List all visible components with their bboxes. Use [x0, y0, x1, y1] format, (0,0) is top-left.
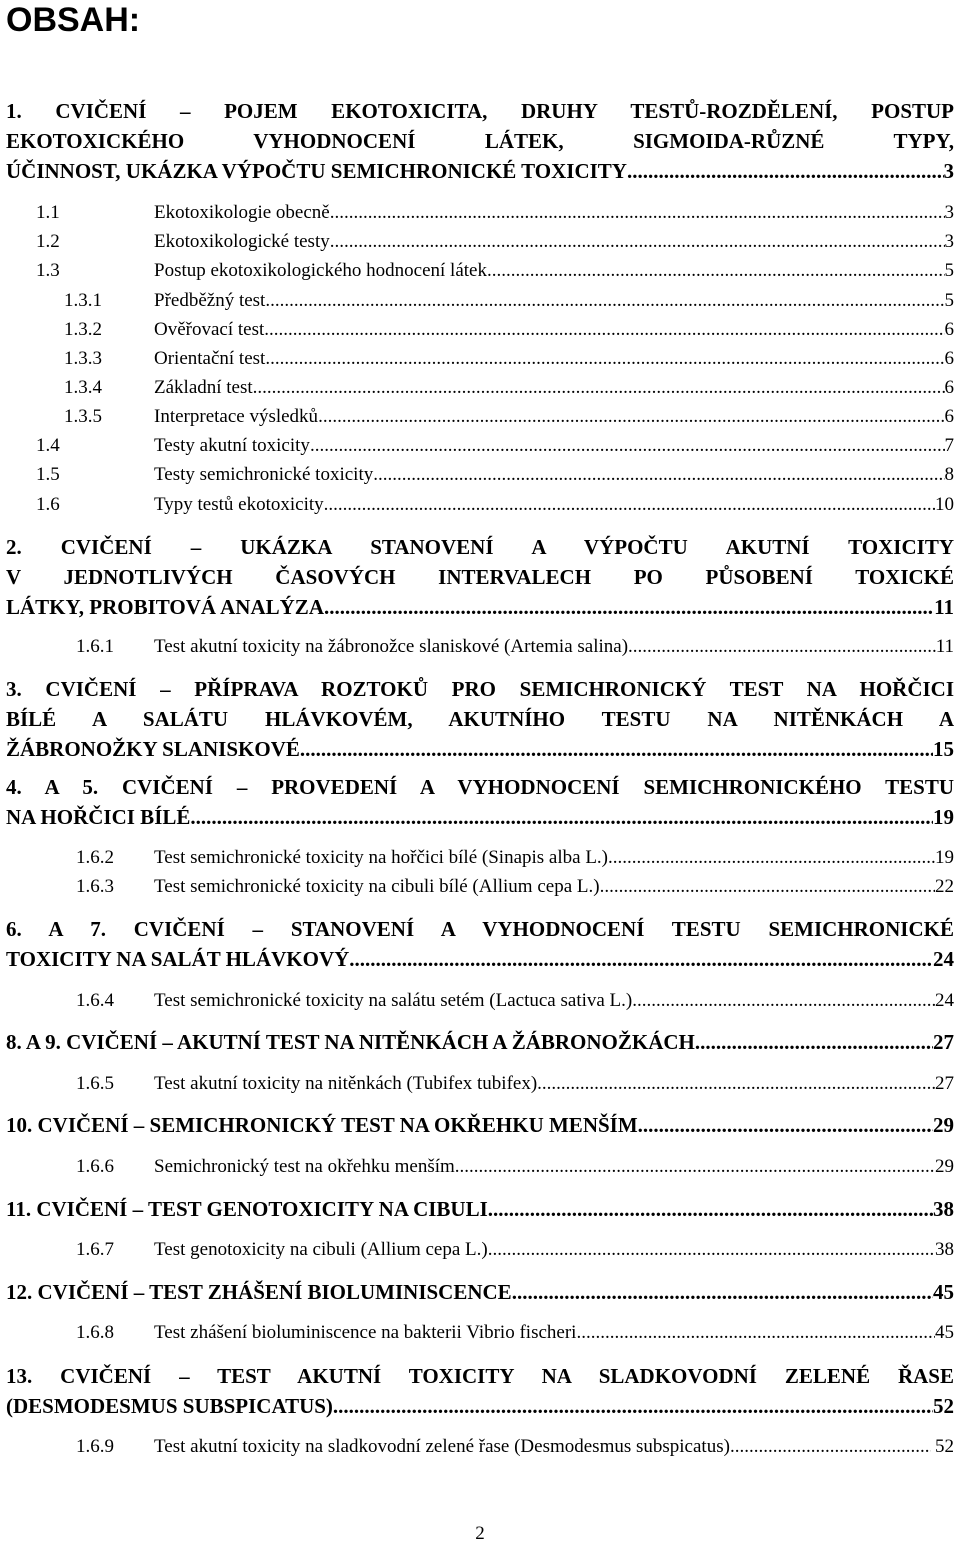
toc-entry-title: Test semichronické toxicity na salátu setém (Lactuca sativa L.) [154, 990, 633, 1011]
toc-entry-title: Orientační test [154, 348, 266, 369]
toc-chapter-title: (DESMODESMUS SUBSPICATUS) [6, 1394, 333, 1418]
toc-entry-1-3-1[interactable] [64, 288, 954, 314]
toc-leader-dots [373, 462, 944, 488]
toc-entry-title: Ekotoxikologické testy [154, 231, 330, 252]
toc-chapter-title: NA HOŘČICI BÍLÉ [6, 805, 191, 829]
toc-entry-number: 1.3.4 [64, 377, 102, 398]
toc-chapter-11[interactable] [6, 1194, 954, 1224]
toc-page-number: 22 [935, 876, 954, 897]
toc-entry-title: Test akutní toxicity na sladkovodní zelené řase (Desmodesmus subspicatus) [154, 1436, 730, 1457]
toc-leader-dots [349, 944, 933, 974]
toc-leader-dots [318, 404, 944, 430]
toc-chapter-title: LÁTKY, PROBITOVÁ ANALÝZA [6, 595, 324, 619]
toc-page-number: 29 [935, 1156, 954, 1177]
toc-chapter-12[interactable] [6, 1277, 954, 1307]
toc-entry-title: Test genotoxicity na cibuli (Allium cepa L.) [154, 1239, 488, 1260]
toc-leader-dots [324, 592, 934, 622]
toc-leader-dots [265, 346, 944, 372]
toc-page-number: 11 [935, 636, 954, 657]
toc-entry-1-3-4[interactable] [64, 375, 954, 401]
toc-leader-dots [190, 802, 933, 832]
toc-page-number: 6 [944, 377, 954, 398]
toc-entry-title: Testy akutní toxicity [154, 435, 310, 456]
toc-entry-number: 1.6.8 [76, 1322, 114, 1343]
toc-page-number: 10 [935, 494, 954, 515]
toc-entry-1-3-5[interactable] [64, 404, 954, 430]
toc-chapter-13[interactable] [6, 1361, 954, 1421]
toc-leader-dots [512, 1277, 933, 1307]
toc-chapter-title: 12. CVIČENÍ – TEST ZHÁŠENÍ BIOLUMINISCENCE [6, 1280, 512, 1304]
toc-entry-title: Základní test [154, 377, 253, 398]
toc-leader-dots [455, 1154, 935, 1180]
toc-entry-title: Test akutní toxicity na nitěnkách (Tubifex tubifex) [154, 1073, 538, 1094]
toc-entry-number: 1.6.9 [76, 1436, 114, 1457]
toc-page-number: 11 [934, 595, 954, 619]
toc-leader-dots [324, 492, 935, 518]
toc-leader-dots [488, 1194, 933, 1224]
toc-chapter-title: 10. CVIČENÍ – SEMICHRONICKÝ TEST NA OKŘEHKU MENŠÍM [6, 1113, 638, 1137]
toc-leader-dots [632, 988, 935, 1014]
toc-entry-number: 1.6.1 [76, 636, 114, 657]
toc-entry-number: 1.6.3 [76, 876, 114, 897]
toc-page-number: 27 [933, 1030, 954, 1054]
toc-leader-dots [300, 734, 933, 764]
toc-page-number: 27 [935, 1073, 954, 1094]
toc-entry-title: Test semichronické toxicity na hořčici bílé (Sinapis alba L.) [154, 847, 609, 868]
toc-entry-1-6-7[interactable] [76, 1237, 954, 1263]
toc-leader-dots [537, 1071, 935, 1097]
page-heading: OBSAH: [6, 1, 141, 39]
toc-leader-dots [330, 229, 945, 255]
toc-chapter-10[interactable] [6, 1110, 954, 1140]
toc-leader-dots [600, 874, 935, 900]
toc-chapter-title: 11. CVIČENÍ – TEST GENOTOXICITY NA CIBULI [6, 1197, 488, 1221]
toc-entry-number: 1.6.7 [76, 1239, 114, 1260]
toc-page-number: 52 [935, 1436, 954, 1457]
toc-entry-title: Ověřovací test [154, 319, 265, 340]
toc-page-number: 7 [944, 435, 954, 456]
toc-entry-number: 1.6.6 [76, 1156, 114, 1177]
toc-leader-dots [330, 200, 945, 226]
toc-chapter-4-5[interactable] [6, 772, 954, 832]
toc-entry-title: Předběžný test [154, 290, 266, 311]
toc-entry-number: 1.2 [36, 231, 60, 252]
toc-chapter-line: BÍLÉ A SALÁTU HLÁVKOVÉM, AKUTNÍHO TESTU NA NITĚNKÁCH A [6, 707, 954, 731]
toc-entry-1-1[interactable] [36, 200, 954, 226]
toc-page-number: 24 [933, 947, 954, 971]
toc-entry-number: 1.3.2 [64, 319, 102, 340]
toc-entry-1-6-8[interactable] [76, 1320, 954, 1346]
toc-leader-dots [608, 845, 935, 871]
toc-chapter-line: 4. A 5. CVIČENÍ – PROVEDENÍ A VYHODNOCENÍ SEMICHRONICKÉHO TESTU [6, 775, 954, 799]
toc-leader-dots [310, 433, 945, 459]
toc-entry-number: 1.3 [36, 260, 60, 281]
toc-page-number: 52 [933, 1394, 954, 1418]
toc-page-number: 5 [944, 260, 954, 281]
toc-chapter-1[interactable] [6, 96, 954, 186]
toc-page-number: 29 [933, 1113, 954, 1137]
toc-leader-dots [488, 1237, 935, 1263]
toc-entry-title: Postup ekotoxikologického hodnocení látek [154, 260, 487, 281]
toc-leader-dots [333, 1391, 933, 1421]
toc-chapter-2[interactable] [6, 532, 954, 622]
toc-chapter-line: 2. CVIČENÍ – UKÁZKA STANOVENÍ A VÝPOČTU AKUTNÍ TOXICITY [6, 535, 954, 559]
toc-entry-1-6-3[interactable] [76, 874, 954, 900]
toc-entry-1-5[interactable] [36, 462, 954, 488]
toc-page-number: 19 [933, 805, 954, 829]
toc-entry-1-6-6[interactable] [76, 1154, 954, 1180]
toc-entry-1-4[interactable] [36, 433, 954, 459]
toc-entry-title: Test zhášení bioluminiscence na bakterii Vibrio fischeri [154, 1322, 577, 1343]
toc-page-number: 3 [943, 159, 954, 183]
toc-leader-dots [576, 1320, 935, 1346]
toc-entry-1-3[interactable] [36, 258, 954, 284]
toc-leader-dots [265, 288, 944, 314]
toc-entry-number: 1.6.4 [76, 990, 114, 1011]
toc-leader-dots [264, 317, 944, 343]
toc-entry-1-6[interactable] [36, 492, 954, 518]
toc-entry-title: Typy testů ekotoxicity [154, 494, 324, 515]
toc-chapter-line: 3. CVIČENÍ – PŘÍPRAVA ROZTOKŮ PRO SEMICHRONICKÝ TEST NA HOŘČICI [6, 677, 954, 701]
toc-entry-title: Ekotoxikologie obecně [154, 202, 330, 223]
toc-chapter-6-7[interactable] [6, 914, 954, 974]
toc-page-number: 6 [944, 319, 954, 340]
toc-page-number: 24 [935, 990, 954, 1011]
toc-entry-number: 1.5 [36, 464, 60, 485]
toc-chapter-line: 13. CVIČENÍ – TEST AKUTNÍ TOXICITY NA SLADKOVODNÍ ZELENÉ ŘASE [6, 1364, 954, 1388]
toc-entry-1-3-3[interactable] [64, 346, 954, 372]
toc-page-number: 45 [933, 1280, 954, 1304]
toc-chapter-title: TOXICITY NA SALÁT HLÁVKOVÝ [6, 947, 350, 971]
toc-page-number: 6 [944, 348, 954, 369]
toc-page-number: 45 [935, 1322, 954, 1343]
toc-chapter-line: 6. A 7. CVIČENÍ – STANOVENÍ A VYHODNOCENÍ TESTU SEMICHRONICKÉ [6, 917, 954, 941]
toc-leader-dots [695, 1027, 933, 1057]
toc-page-number: 19 [935, 847, 954, 868]
toc-page-number: 8 [944, 464, 954, 485]
toc-entry-1-6-4[interactable] [76, 988, 954, 1014]
toc-entry-number: 1.6 [36, 494, 60, 515]
toc-entry-1-6-5[interactable] [76, 1071, 954, 1097]
toc-leader-dots [638, 1110, 933, 1140]
toc-leader-dots [730, 1434, 931, 1460]
toc-page-number: 3 [944, 231, 954, 252]
toc-entry-number: 1.6.2 [76, 847, 114, 868]
toc-page-number: 38 [935, 1239, 954, 1260]
toc-entry-1-6-1[interactable] [76, 634, 954, 660]
toc-leader-dots [627, 156, 944, 186]
toc-chapter-3[interactable] [6, 674, 954, 764]
toc-chapter-title: ŽÁBRONOŽKY SLANISKOVÉ [6, 737, 300, 761]
toc-entry-number: 1.1 [36, 202, 60, 223]
toc-leader-dots [628, 634, 936, 660]
toc-page-number: 3 [944, 202, 954, 223]
toc-entry-title: Semichronický test na okřehku menším [154, 1156, 455, 1177]
toc-entry-number: 1.3.5 [64, 406, 102, 427]
toc-entry-title: Interpretace výsledků [154, 406, 319, 427]
toc-chapter-line: EKOTOXICKÉHO VYHODNOCENÍ LÁTEK, SIGMOIDA-RŮZNÉ TYPY, [6, 129, 954, 153]
toc-leader-dots [487, 258, 945, 284]
toc-entry-number: 1.3.1 [64, 290, 102, 311]
toc-entry-1-2[interactable] [36, 229, 954, 255]
toc-page-number: 6 [944, 406, 954, 427]
toc-chapter-title: 8. A 9. CVIČENÍ – AKUTNÍ TEST NA NITĚNKÁCH A ŽÁBRONOŽKÁCH [6, 1030, 695, 1054]
toc-entry-1-6-9[interactable] [76, 1434, 954, 1460]
toc-entry-title: Test akutní toxicity na žábronožce slaniskové (Artemia salina) [154, 636, 629, 657]
toc-chapter-line: V JEDNOTLIVÝCH ČASOVÝCH INTERVALECH PO PŮSOBENÍ TOXICKÉ [6, 565, 954, 589]
toc-chapter-8-9[interactable] [6, 1027, 954, 1057]
toc-entry-title: Testy semichronické toxicity [154, 464, 374, 485]
toc-chapter-line: 1. CVIČENÍ – POJEM EKOTOXICITA, DRUHY TESTŮ-ROZDĚLENÍ, POSTUP [6, 99, 954, 123]
toc-entry-number: 1.4 [36, 435, 60, 456]
toc-chapter-title: ÚČINNOST, UKÁZKA VÝPOČTU SEMICHRONICKÉ TOXICITY [6, 159, 627, 183]
toc-page-number: 38 [933, 1197, 954, 1221]
toc-entry-1-3-2[interactable] [64, 317, 954, 343]
page-number: 2 [475, 1523, 485, 1544]
toc-entry-number: 1.6.5 [76, 1073, 114, 1094]
toc-page-number: 5 [944, 290, 954, 311]
toc-entry-title: Test semichronické toxicity na cibuli bílé (Allium cepa L.) [154, 876, 600, 897]
toc-entry-1-6-2[interactable] [76, 845, 954, 871]
toc-page-number: 15 [933, 737, 954, 761]
toc-entry-number: 1.3.3 [64, 348, 102, 369]
toc-leader-dots [253, 375, 945, 401]
